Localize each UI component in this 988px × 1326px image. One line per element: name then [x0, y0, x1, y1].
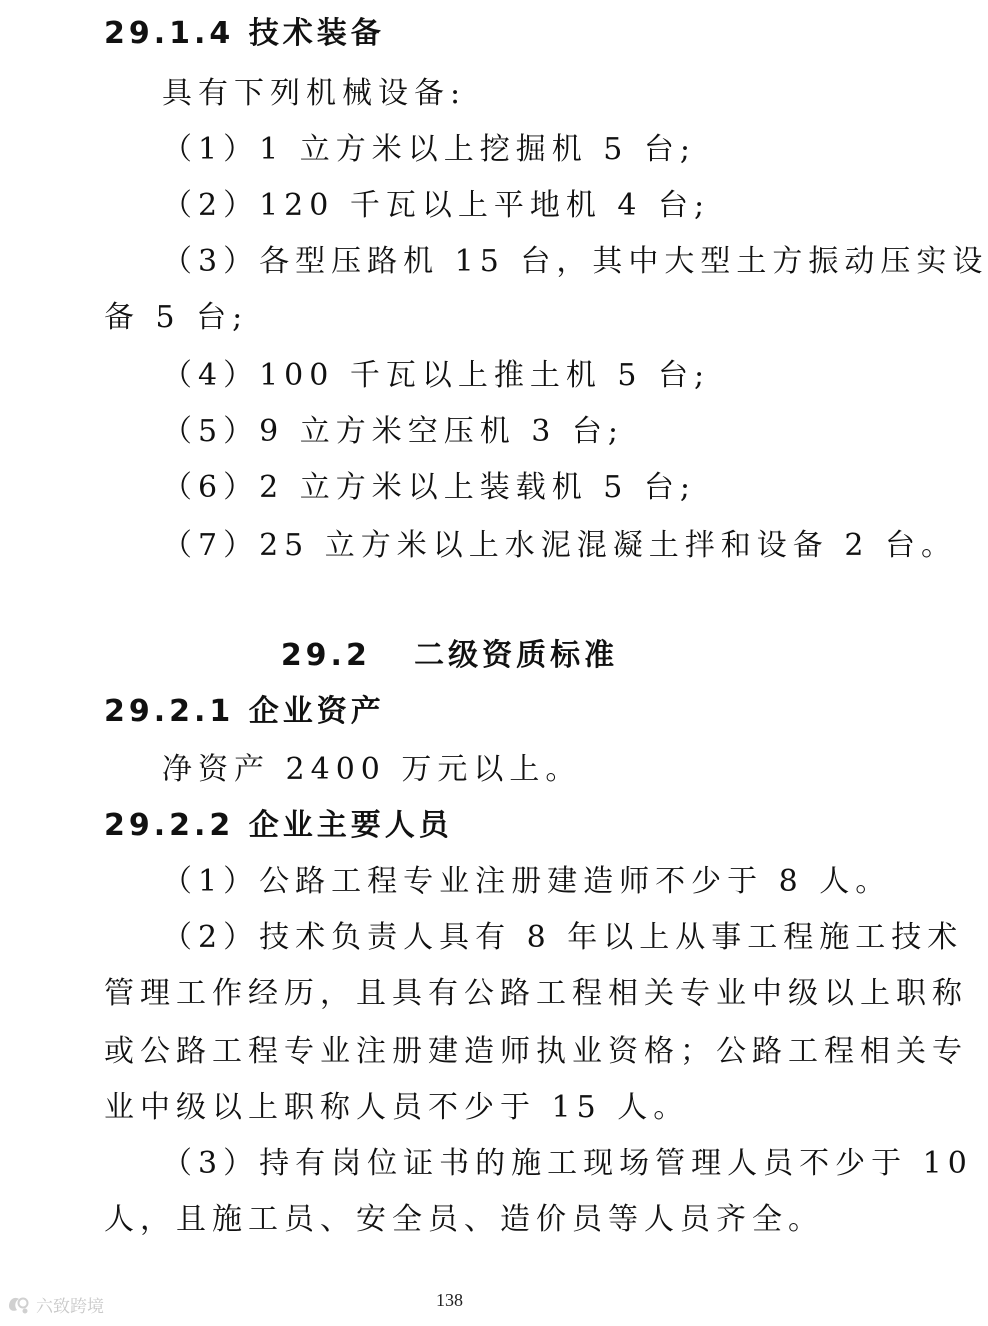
watermark — [6, 1292, 104, 1317]
watermark-text: 六致跨境 — [36, 1297, 104, 1317]
equipment-item-2: （2）120 千瓦以上平地机 4 台; — [162, 188, 711, 223]
personnel-item-1: （1）公路工程专业注册建造师不少于 8 人。 — [162, 864, 892, 899]
brand-logo-icon — [6, 1294, 32, 1316]
section-heading-29-1-4: 29.1.4 技术装备 — [104, 16, 385, 51]
page-number: 138 — [436, 1290, 463, 1310]
section-heading-29-2-2: 29.2.2 企业主要人员 — [104, 808, 453, 843]
section-heading-29-2-1: 29.2.1 企业资产 — [104, 694, 385, 729]
personnel-item-3-line-2: 人，且施工员、安全员、造价员等人员齐全。 — [104, 1202, 824, 1237]
equipment-item-5: （5）9 立方米空压机 3 台; — [162, 414, 624, 449]
personnel-item-3-line-1: （3）持有岗位证书的施工现场管理人员不少于 10 — [162, 1146, 973, 1181]
personnel-item-2-line-2: 管理工作经历，且具有公路工程相关专业中级以上职称 — [104, 976, 968, 1011]
equipment-item-4: （4）100 千瓦以上推土机 5 台; — [162, 358, 711, 393]
equipment-item-6: （6）2 立方米以上装载机 5 台; — [162, 470, 696, 505]
equipment-item-7: （7）25 立方米以上水泥混凝土拌和设备 2 台。 — [162, 528, 957, 563]
personnel-item-2-line-3: 或公路工程专业注册建造师执业资格；公路工程相关专 — [104, 1034, 968, 1069]
equipment-item-3-line-2: 备 5 台; — [104, 300, 249, 335]
equipment-item-3-line-1: （3）各型压路机 15 台，其中大型土方振动压实设 — [162, 244, 988, 279]
net-assets-text: 净资产 2400 万元以上。 — [162, 752, 582, 787]
personnel-item-2-line-1: （2）技术负责人具有 8 年以上从事工程施工技术 — [162, 920, 964, 955]
section-title-29-2: 29.2 二级资质标准 — [280, 638, 619, 673]
equipment-intro: 具有下列机械设备: — [162, 76, 467, 111]
personnel-item-2-line-4: 业中级以上职称人员不少于 15 人。 — [104, 1090, 690, 1125]
equipment-item-1: （1）1 立方米以上挖掘机 5 台; — [162, 132, 696, 167]
